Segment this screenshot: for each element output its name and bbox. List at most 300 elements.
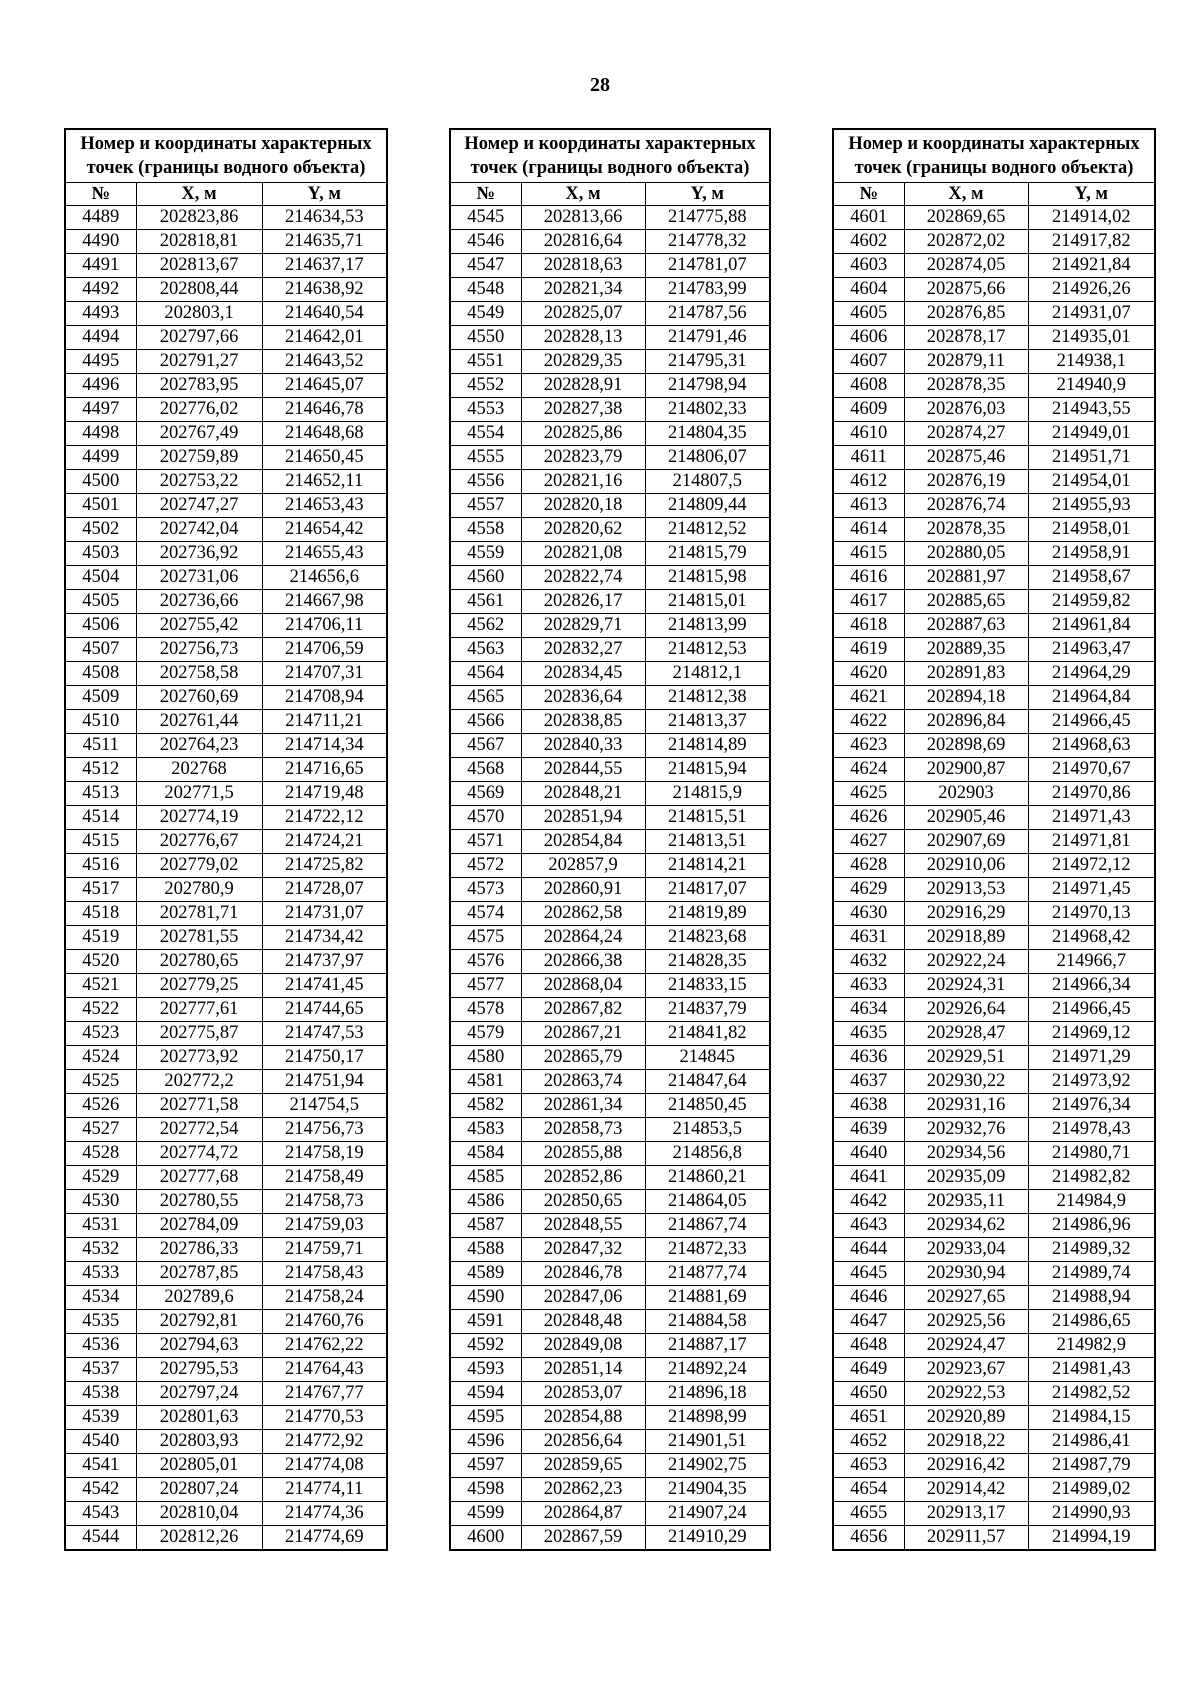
y-coordinate-cell: 214774,69 (262, 1526, 387, 1551)
y-coordinate-cell: 214970,13 (1028, 902, 1155, 926)
point-number-cell: 4597 (450, 1454, 521, 1478)
point-number-cell: 4620 (833, 662, 904, 686)
table-row (833, 1238, 1155, 1262)
x-coordinate-cell: 202820,62 (521, 518, 645, 542)
table-row (450, 854, 770, 878)
y-coordinate-cell: 214767,77 (262, 1382, 387, 1406)
y-coordinate-cell: 214907,24 (645, 1502, 770, 1526)
x-coordinate-cell: 202847,32 (521, 1238, 645, 1262)
x-coordinate-cell: 202755,42 (136, 614, 262, 638)
point-number-cell: 4570 (450, 806, 521, 830)
point-number-cell: 4575 (450, 926, 521, 950)
x-coordinate-cell: 202818,81 (136, 230, 262, 254)
y-coordinate-cell: 214812,38 (645, 686, 770, 710)
point-number-cell: 4590 (450, 1286, 521, 1310)
y-coordinate-cell: 214764,43 (262, 1358, 387, 1382)
x-coordinate-cell: 202825,86 (521, 422, 645, 446)
y-coordinate-cell: 214926,26 (1028, 278, 1155, 302)
y-coordinate-cell: 214951,71 (1028, 446, 1155, 470)
point-number-cell: 4501 (65, 494, 136, 518)
table-row (65, 1358, 387, 1382)
point-number-cell: 4492 (65, 278, 136, 302)
table-row (65, 1142, 387, 1166)
table-row (833, 710, 1155, 734)
point-number-cell: 4623 (833, 734, 904, 758)
coordinates-table-2 (449, 128, 771, 1551)
x-coordinate-cell: 202916,42 (904, 1454, 1028, 1478)
x-coordinate-cell: 202805,01 (136, 1454, 262, 1478)
table-row (450, 638, 770, 662)
y-coordinate-cell: 214872,33 (645, 1238, 770, 1262)
point-number-cell: 4625 (833, 782, 904, 806)
table-row (450, 374, 770, 398)
point-number-cell: 4525 (65, 1070, 136, 1094)
y-coordinate-cell: 214987,79 (1028, 1454, 1155, 1478)
point-number-cell: 4602 (833, 230, 904, 254)
x-coordinate-cell: 202903 (904, 782, 1028, 806)
y-coordinate-cell: 214819,89 (645, 902, 770, 926)
x-coordinate-cell: 202803,1 (136, 302, 262, 326)
y-coordinate-cell: 214640,54 (262, 302, 387, 326)
point-number-cell: 4545 (450, 206, 521, 230)
point-number-cell: 4610 (833, 422, 904, 446)
point-number-cell: 4509 (65, 686, 136, 710)
point-number-cell: 4530 (65, 1190, 136, 1214)
point-number-cell: 4589 (450, 1262, 521, 1286)
x-coordinate-cell: 202836,64 (521, 686, 645, 710)
x-coordinate-cell: 202854,84 (521, 830, 645, 854)
table-row (833, 302, 1155, 326)
x-coordinate-cell: 202934,56 (904, 1142, 1028, 1166)
point-number-cell: 4554 (450, 422, 521, 446)
x-coordinate-cell: 202905,46 (904, 806, 1028, 830)
x-coordinate-cell: 202756,73 (136, 638, 262, 662)
y-coordinate-cell: 214982,82 (1028, 1166, 1155, 1190)
y-coordinate-cell: 214955,93 (1028, 494, 1155, 518)
point-number-cell: 4527 (65, 1118, 136, 1142)
x-coordinate-cell: 202864,87 (521, 1502, 645, 1526)
table-row (450, 1286, 770, 1310)
point-number-cell: 4606 (833, 326, 904, 350)
table-row (833, 806, 1155, 830)
table-row (450, 230, 770, 254)
x-coordinate-cell: 202896,84 (904, 710, 1028, 734)
x-coordinate-cell: 202772,2 (136, 1070, 262, 1094)
x-coordinate-cell: 202828,91 (521, 374, 645, 398)
x-coordinate-cell: 202889,35 (904, 638, 1028, 662)
point-number-cell: 4644 (833, 1238, 904, 1262)
x-coordinate-cell: 202880,05 (904, 542, 1028, 566)
table-row (450, 902, 770, 926)
y-coordinate-cell: 214706,11 (262, 614, 387, 638)
point-number-cell: 4549 (450, 302, 521, 326)
y-coordinate-cell: 214989,32 (1028, 1238, 1155, 1262)
x-coordinate-cell: 202742,04 (136, 518, 262, 542)
y-coordinate-cell: 214921,84 (1028, 254, 1155, 278)
point-number-cell: 4579 (450, 1022, 521, 1046)
y-coordinate-cell: 214667,98 (262, 590, 387, 614)
table-row (833, 1526, 1155, 1551)
x-coordinate-cell: 202795,53 (136, 1358, 262, 1382)
y-coordinate-cell: 214758,24 (262, 1286, 387, 1310)
x-coordinate-cell: 202764,23 (136, 734, 262, 758)
y-coordinate-cell: 214716,65 (262, 758, 387, 782)
point-number-cell: 4566 (450, 710, 521, 734)
table-row (450, 1310, 770, 1334)
y-coordinate-cell: 214966,34 (1028, 974, 1155, 998)
x-coordinate-cell: 202914,42 (904, 1478, 1028, 1502)
table-row (65, 974, 387, 998)
table-row (833, 1262, 1155, 1286)
table-row (450, 446, 770, 470)
table-row (450, 302, 770, 326)
y-coordinate-cell: 214968,63 (1028, 734, 1155, 758)
x-coordinate-cell: 202844,55 (521, 758, 645, 782)
point-number-cell: 4564 (450, 662, 521, 686)
table-row (833, 518, 1155, 542)
x-coordinate-cell: 202860,91 (521, 878, 645, 902)
y-coordinate-cell: 214758,73 (262, 1190, 387, 1214)
point-number-cell: 4630 (833, 902, 904, 926)
point-number-cell: 4601 (833, 206, 904, 230)
point-number-cell: 4634 (833, 998, 904, 1022)
x-coordinate-cell: 202916,29 (904, 902, 1028, 926)
x-coordinate-cell: 202918,22 (904, 1430, 1028, 1454)
table-row (450, 422, 770, 446)
y-coordinate-cell: 214964,84 (1028, 686, 1155, 710)
x-coordinate-cell: 202876,03 (904, 398, 1028, 422)
table-row (65, 446, 387, 470)
y-coordinate-cell: 214815,9 (645, 782, 770, 806)
table-row (450, 1526, 770, 1551)
table-row (833, 638, 1155, 662)
table-row (450, 494, 770, 518)
point-number-cell: 4617 (833, 590, 904, 614)
point-number-cell: 4533 (65, 1262, 136, 1286)
x-coordinate-cell: 202931,16 (904, 1094, 1028, 1118)
table-title: Номер и координаты характерных точек (границы водного объекта) (833, 129, 1155, 183)
x-coordinate-cell: 202885,65 (904, 590, 1028, 614)
table-row (450, 974, 770, 998)
table-row (65, 1070, 387, 1094)
x-coordinate-cell: 202818,63 (521, 254, 645, 278)
table-row (65, 758, 387, 782)
x-coordinate-cell: 202774,72 (136, 1142, 262, 1166)
point-number-cell: 4540 (65, 1430, 136, 1454)
y-coordinate-cell: 214966,7 (1028, 950, 1155, 974)
x-coordinate-cell: 202918,89 (904, 926, 1028, 950)
x-coordinate-cell: 202807,24 (136, 1478, 262, 1502)
y-coordinate-cell: 214971,81 (1028, 830, 1155, 854)
y-coordinate-cell: 214828,35 (645, 950, 770, 974)
table-row (65, 374, 387, 398)
table-row (833, 542, 1155, 566)
point-number-cell: 4599 (450, 1502, 521, 1526)
coordinates-table-1 (64, 128, 388, 1551)
point-number-cell: 4593 (450, 1358, 521, 1382)
x-coordinate-cell: 202820,18 (521, 494, 645, 518)
y-coordinate-cell: 214961,84 (1028, 614, 1155, 638)
x-coordinate-cell: 202925,56 (904, 1310, 1028, 1334)
y-coordinate-cell: 214958,67 (1028, 566, 1155, 590)
table-row (833, 1430, 1155, 1454)
table-row (833, 1166, 1155, 1190)
table-row (450, 1502, 770, 1526)
x-coordinate-cell: 202822,74 (521, 566, 645, 590)
y-coordinate-cell: 214968,42 (1028, 926, 1155, 950)
point-number-cell: 4557 (450, 494, 521, 518)
x-coordinate-cell: 202862,58 (521, 902, 645, 926)
x-coordinate-cell: 202911,57 (904, 1526, 1028, 1551)
table-row (450, 1046, 770, 1070)
y-coordinate-cell: 214815,98 (645, 566, 770, 590)
y-coordinate-cell: 214762,22 (262, 1334, 387, 1358)
x-coordinate-cell: 202867,82 (521, 998, 645, 1022)
table-row (833, 1502, 1155, 1526)
x-coordinate-cell: 202849,08 (521, 1334, 645, 1358)
point-number-cell: 4498 (65, 422, 136, 446)
y-coordinate-cell: 214940,9 (1028, 374, 1155, 398)
point-number-cell: 4551 (450, 350, 521, 374)
point-number-cell: 4561 (450, 590, 521, 614)
y-coordinate-cell: 214963,47 (1028, 638, 1155, 662)
point-number-cell: 4541 (65, 1454, 136, 1478)
x-coordinate-cell: 202869,65 (904, 206, 1028, 230)
x-coordinate-cell: 202753,22 (136, 470, 262, 494)
point-number-cell: 4569 (450, 782, 521, 806)
y-coordinate-cell: 214635,71 (262, 230, 387, 254)
y-coordinate-cell: 214814,21 (645, 854, 770, 878)
y-coordinate-cell: 214986,41 (1028, 1430, 1155, 1454)
coordinates-table-3 (832, 128, 1156, 1551)
x-coordinate-cell: 202855,88 (521, 1142, 645, 1166)
x-coordinate-cell: 202856,64 (521, 1430, 645, 1454)
point-number-cell: 4516 (65, 854, 136, 878)
x-coordinate-cell: 202813,67 (136, 254, 262, 278)
point-number-cell: 4586 (450, 1190, 521, 1214)
point-number-cell: 4580 (450, 1046, 521, 1070)
table-row (450, 662, 770, 686)
table-row (65, 830, 387, 854)
point-number-cell: 4497 (65, 398, 136, 422)
y-coordinate-cell: 214938,1 (1028, 350, 1155, 374)
point-number-cell: 4607 (833, 350, 904, 374)
x-coordinate-cell: 202783,95 (136, 374, 262, 398)
y-coordinate-cell: 214648,68 (262, 422, 387, 446)
point-number-cell: 4522 (65, 998, 136, 1022)
table-row (65, 1190, 387, 1214)
y-coordinate-cell: 214813,99 (645, 614, 770, 638)
table-row (833, 686, 1155, 710)
point-number-cell: 4537 (65, 1358, 136, 1382)
table-row (833, 254, 1155, 278)
x-coordinate-cell: 202834,45 (521, 662, 645, 686)
table-row (833, 1310, 1155, 1334)
x-coordinate-cell: 202794,63 (136, 1334, 262, 1358)
table-row (65, 278, 387, 302)
y-coordinate-cell: 214931,07 (1028, 302, 1155, 326)
table-row (450, 206, 770, 230)
point-number-cell: 4636 (833, 1046, 904, 1070)
x-coordinate-cell: 202920,89 (904, 1406, 1028, 1430)
y-coordinate-cell: 214887,17 (645, 1334, 770, 1358)
point-number-cell: 4595 (450, 1406, 521, 1430)
table-row (833, 1046, 1155, 1070)
table-row (65, 494, 387, 518)
point-number-cell: 4499 (65, 446, 136, 470)
y-coordinate-cell: 214881,69 (645, 1286, 770, 1310)
point-number-cell: 4496 (65, 374, 136, 398)
x-coordinate-cell: 202791,27 (136, 350, 262, 374)
x-coordinate-cell: 202878,17 (904, 326, 1028, 350)
y-coordinate-cell: 214958,01 (1028, 518, 1155, 542)
table-row (450, 1238, 770, 1262)
point-number-cell: 4491 (65, 254, 136, 278)
x-coordinate-cell: 202771,5 (136, 782, 262, 806)
table-row (450, 278, 770, 302)
x-coordinate-cell: 202776,67 (136, 830, 262, 854)
y-coordinate-cell: 214988,94 (1028, 1286, 1155, 1310)
point-number-cell: 4615 (833, 542, 904, 566)
x-coordinate-cell: 202774,19 (136, 806, 262, 830)
x-coordinate-cell: 202864,24 (521, 926, 645, 950)
x-coordinate-cell: 202898,69 (904, 734, 1028, 758)
table-row (833, 494, 1155, 518)
table-row (65, 1310, 387, 1334)
y-coordinate-cell: 214815,51 (645, 806, 770, 830)
table-row (65, 422, 387, 446)
y-coordinate-cell: 214904,35 (645, 1478, 770, 1502)
point-number-cell: 4598 (450, 1478, 521, 1502)
table-row (833, 1382, 1155, 1406)
table-row (450, 1190, 770, 1214)
x-coordinate-cell: 202797,66 (136, 326, 262, 350)
y-coordinate-cell: 214653,43 (262, 494, 387, 518)
point-number-cell: 4565 (450, 686, 521, 710)
table-row (450, 878, 770, 902)
y-coordinate-cell: 214969,12 (1028, 1022, 1155, 1046)
y-coordinate-cell: 214707,31 (262, 662, 387, 686)
x-coordinate-cell: 202780,55 (136, 1190, 262, 1214)
x-coordinate-cell: 202780,9 (136, 878, 262, 902)
point-number-cell: 4577 (450, 974, 521, 998)
point-number-cell: 4592 (450, 1334, 521, 1358)
point-number-cell: 4550 (450, 326, 521, 350)
x-coordinate-cell: 202875,46 (904, 446, 1028, 470)
y-coordinate-cell: 214806,07 (645, 446, 770, 470)
table-row (65, 662, 387, 686)
table-row (450, 806, 770, 830)
table-row (833, 398, 1155, 422)
y-coordinate-cell: 214970,67 (1028, 758, 1155, 782)
table-row (833, 782, 1155, 806)
point-number-cell: 4612 (833, 470, 904, 494)
point-number-cell: 4591 (450, 1310, 521, 1334)
point-number-cell: 4556 (450, 470, 521, 494)
point-number-cell: 4507 (65, 638, 136, 662)
table-row (450, 710, 770, 734)
table-row (833, 734, 1155, 758)
table-row (450, 1358, 770, 1382)
point-number-cell: 4560 (450, 566, 521, 590)
y-coordinate-cell: 214650,45 (262, 446, 387, 470)
y-coordinate-cell: 214815,79 (645, 542, 770, 566)
point-number-cell: 4605 (833, 302, 904, 326)
x-coordinate-cell: 202894,18 (904, 686, 1028, 710)
y-coordinate-cell: 214982,9 (1028, 1334, 1155, 1358)
table-row (450, 518, 770, 542)
x-coordinate-cell: 202821,16 (521, 470, 645, 494)
point-number-cell: 4628 (833, 854, 904, 878)
table-row (450, 734, 770, 758)
y-coordinate-cell: 214781,07 (645, 254, 770, 278)
x-coordinate-cell: 202867,59 (521, 1526, 645, 1551)
point-number-cell: 4637 (833, 1070, 904, 1094)
x-coordinate-cell: 202823,79 (521, 446, 645, 470)
x-coordinate-cell: 202879,11 (904, 350, 1028, 374)
table-row (450, 1262, 770, 1286)
point-number-cell: 4495 (65, 350, 136, 374)
y-coordinate-cell: 214896,18 (645, 1382, 770, 1406)
column-header-x: X, м (521, 183, 645, 206)
table-row (450, 1118, 770, 1142)
y-coordinate-cell: 214959,82 (1028, 590, 1155, 614)
x-coordinate-cell: 202930,22 (904, 1070, 1028, 1094)
x-coordinate-cell: 202767,49 (136, 422, 262, 446)
table-body (65, 206, 387, 1551)
point-number-cell: 4506 (65, 614, 136, 638)
point-number-cell: 4627 (833, 830, 904, 854)
table-row (65, 998, 387, 1022)
x-coordinate-cell: 202928,47 (904, 1022, 1028, 1046)
y-coordinate-cell: 214754,5 (262, 1094, 387, 1118)
point-number-cell: 4520 (65, 950, 136, 974)
y-coordinate-cell: 214634,53 (262, 206, 387, 230)
table-row (833, 278, 1155, 302)
table-title: Номер и координаты характерных точек (границы водного объекта) (65, 129, 387, 183)
x-coordinate-cell: 202832,27 (521, 638, 645, 662)
point-number-cell: 4526 (65, 1094, 136, 1118)
x-coordinate-cell: 202775,87 (136, 1022, 262, 1046)
column-header-y: Y, м (1028, 183, 1155, 206)
x-coordinate-cell: 202801,63 (136, 1406, 262, 1430)
point-number-cell: 4563 (450, 638, 521, 662)
point-number-cell: 4614 (833, 518, 904, 542)
y-coordinate-cell: 214813,37 (645, 710, 770, 734)
table-row (833, 974, 1155, 998)
table-row (65, 542, 387, 566)
table-body (833, 206, 1155, 1551)
x-coordinate-cell: 202781,71 (136, 902, 262, 926)
x-coordinate-cell: 202768 (136, 758, 262, 782)
x-coordinate-cell: 202859,65 (521, 1454, 645, 1478)
table-row (65, 806, 387, 830)
table-row (65, 230, 387, 254)
y-coordinate-cell: 214812,53 (645, 638, 770, 662)
point-number-cell: 4629 (833, 878, 904, 902)
y-coordinate-cell: 214850,45 (645, 1094, 770, 1118)
point-number-cell: 4539 (65, 1406, 136, 1430)
point-number-cell: 4650 (833, 1382, 904, 1406)
x-coordinate-cell: 202777,68 (136, 1166, 262, 1190)
column-header-number: № (65, 183, 136, 206)
y-coordinate-cell: 214966,45 (1028, 998, 1155, 1022)
point-number-cell: 4521 (65, 974, 136, 998)
x-coordinate-cell: 202777,61 (136, 998, 262, 1022)
point-number-cell: 4573 (450, 878, 521, 902)
y-coordinate-cell: 214989,74 (1028, 1262, 1155, 1286)
y-coordinate-cell: 214984,15 (1028, 1406, 1155, 1430)
